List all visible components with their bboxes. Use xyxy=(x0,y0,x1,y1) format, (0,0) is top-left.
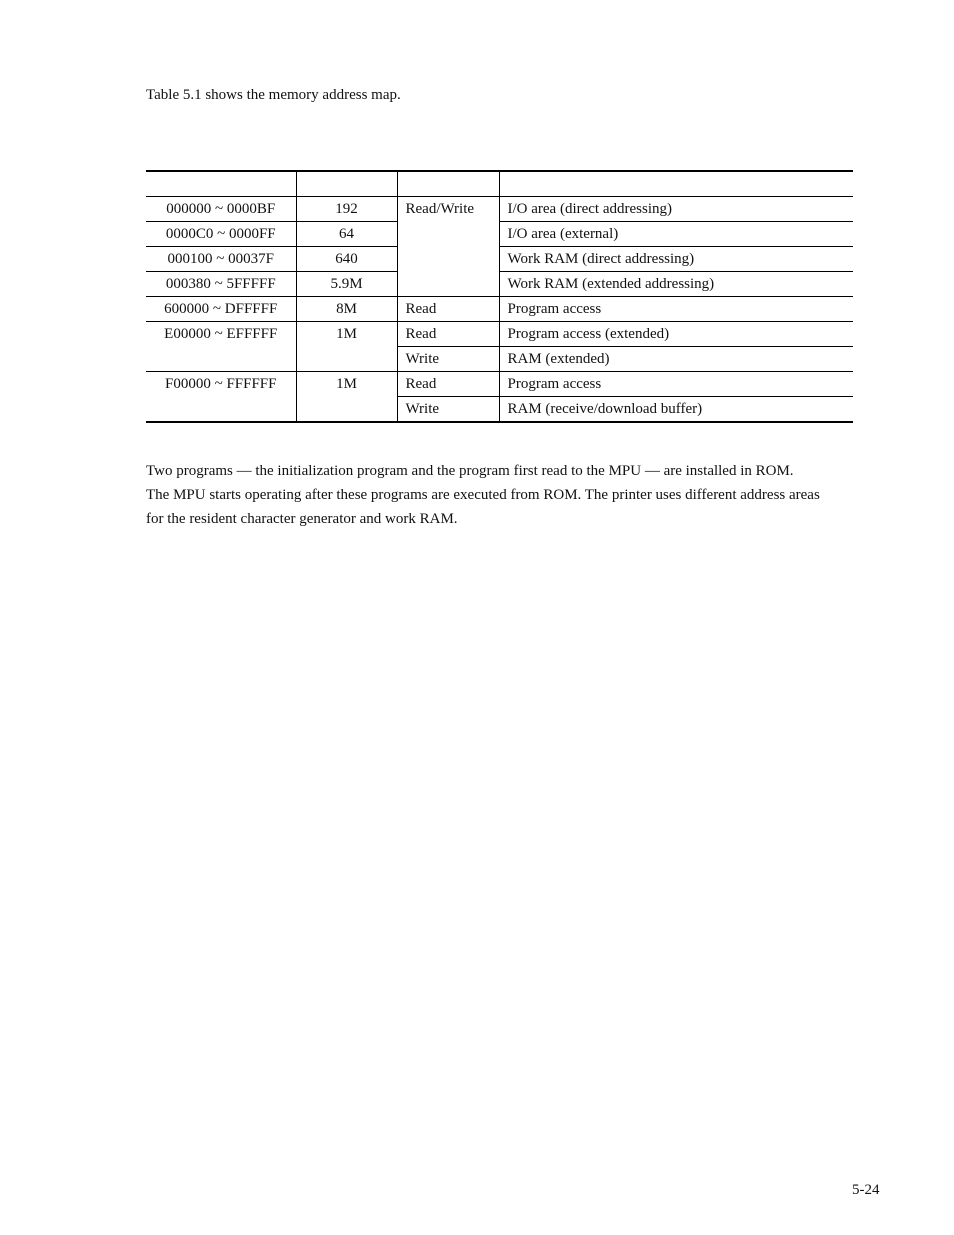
intro-text: Table 5.1 shows the memory address map. xyxy=(146,87,401,103)
address-cell xyxy=(146,397,296,423)
header-usage xyxy=(499,171,853,197)
table-row xyxy=(146,197,853,222)
table-row xyxy=(146,347,853,372)
paragraph-line: The MPU starts operating after these programs are executed from ROM. The printer uses different address areas xyxy=(146,487,820,503)
table-row xyxy=(146,272,853,297)
usage-cell: Program access (extended) xyxy=(499,322,853,347)
size-cell: 192 xyxy=(296,197,397,222)
access-cell: Read xyxy=(397,297,499,322)
usage-cell: I/O area (direct addressing) xyxy=(499,197,853,222)
page-number: 5-24 xyxy=(852,1182,880,1198)
paragraph-line: Two programs — the initialization program and the program first read to the MPU — are installed in ROM. xyxy=(146,463,794,479)
access-cell xyxy=(397,272,499,297)
table-row xyxy=(146,297,853,322)
table-row xyxy=(146,372,853,397)
size-cell xyxy=(296,347,397,372)
table-row xyxy=(146,322,853,347)
header-size xyxy=(296,171,397,197)
usage-cell: Program access xyxy=(499,372,853,397)
size-cell: 8M xyxy=(296,297,397,322)
access-cell xyxy=(397,247,499,272)
address-cell: F00000 ~ FFFFFF xyxy=(146,372,296,397)
memory-address-map-table xyxy=(146,170,853,423)
usage-cell: Work RAM (extended addressing) xyxy=(499,272,853,297)
access-cell: Write xyxy=(397,397,499,423)
address-cell: E00000 ~ EFFFFF xyxy=(146,322,296,347)
access-cell: Write xyxy=(397,347,499,372)
table-row xyxy=(146,247,853,272)
size-cell: 1M xyxy=(296,322,397,347)
address-cell: 000000 ~ 0000BF xyxy=(146,197,296,222)
size-cell: 5.9M xyxy=(296,272,397,297)
paragraph-line: for the resident character generator and work RAM. xyxy=(146,511,458,527)
usage-cell: I/O area (external) xyxy=(499,222,853,247)
address-cell: 000100 ~ 00037F xyxy=(146,247,296,272)
usage-cell: Work RAM (direct addressing) xyxy=(499,247,853,272)
access-cell: Read xyxy=(397,372,499,397)
table-row xyxy=(146,222,853,247)
size-cell xyxy=(296,397,397,423)
address-cell: 0000C0 ~ 0000FF xyxy=(146,222,296,247)
header-access xyxy=(397,171,499,197)
size-cell: 1M xyxy=(296,372,397,397)
usage-cell: RAM (extended) xyxy=(499,347,853,372)
address-cell: 000380 ~ 5FFFFF xyxy=(146,272,296,297)
usage-cell: RAM (receive/download buffer) xyxy=(499,397,853,423)
address-cell xyxy=(146,347,296,372)
size-cell: 64 xyxy=(296,222,397,247)
access-cell: Read/Write xyxy=(397,197,499,222)
access-cell: Read xyxy=(397,322,499,347)
size-cell: 640 xyxy=(296,247,397,272)
header-address xyxy=(146,171,296,197)
access-cell xyxy=(397,222,499,247)
usage-cell: Program access xyxy=(499,297,853,322)
table-row xyxy=(146,397,853,423)
address-cell: 600000 ~ DFFFFF xyxy=(146,297,296,322)
table-header-row xyxy=(146,171,853,197)
body-paragraph xyxy=(146,459,866,531)
